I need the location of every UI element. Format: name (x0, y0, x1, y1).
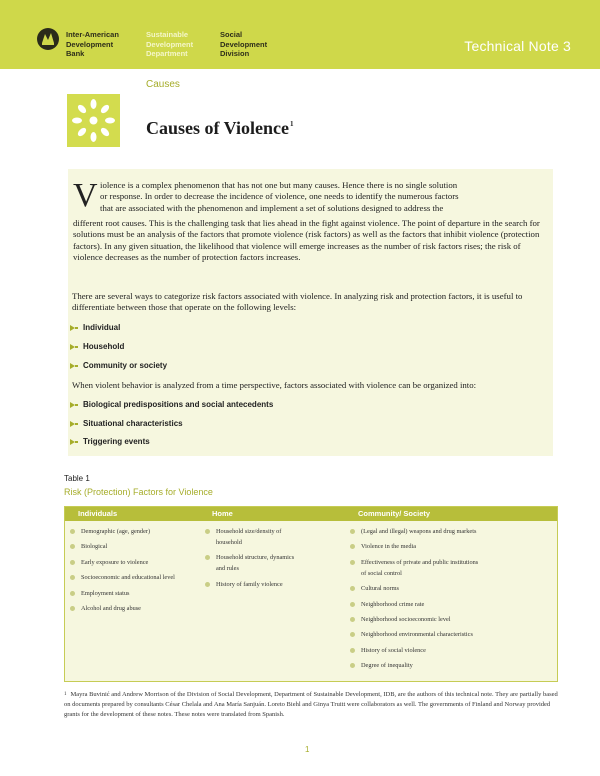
list-item: Alcohol and drug abuse (70, 603, 175, 614)
list-item: Degree of inequality (350, 660, 478, 671)
arrow-bullet-icon (70, 344, 76, 350)
list-item: Violence in the media (350, 541, 478, 552)
list-item: Neighborhood crime rate (350, 599, 478, 610)
time-factor-item: Biological predispositions and social antecedents (70, 400, 273, 409)
list-item: Household structure, dynamics and rules (205, 552, 294, 574)
time-paragraph: When violent behavior is analyzed from a time perspective, factors associated with violence can be organized into: (72, 380, 477, 390)
column-header-community: Community/ Society (358, 509, 431, 518)
home-column (205, 526, 294, 594)
time-factor-item: Situational characteristics (70, 419, 183, 428)
arrow-bullet-icon (70, 325, 76, 331)
department-name: Sustainable Development Department (146, 30, 194, 58)
risk-factors-table (64, 506, 558, 682)
wreath-emblem-icon (67, 94, 120, 147)
levels-paragraph: There are several ways to categorize risk factors associated with violence. In analyzing risk and protection factors, it is useful to differentiate between those that operate on the following levels: (72, 291, 523, 313)
page-title: Causes of Violence$^1$ (146, 118, 294, 138)
arrow-bullet-icon (70, 421, 76, 427)
intro-lines: iolence is a complex phenomenon that has not one but many causes. Hence there is no single solution or response. In order to decrease the incidence of violence, one needs to identify the numerous factors that are associated with the phenomenon and implement a set of solutions designed to address the (100, 180, 459, 213)
list-item: Biological (70, 541, 175, 552)
intro-paragraph: different root causes. This is the challenging task that lies ahead in the fight against violence. The point of departure in the search for solutions must be an analysis of the factors that promote violence (risk factors) as well as the factors that inhibit violence (protection factors). In any given situation, the likelihood that violence will emerge increases as the number of risk factors rises; the risk of violence decreases as the number of protection factors increases. (73, 218, 540, 263)
individuals-column (70, 526, 175, 618)
time-factor-item: Triggering events (70, 437, 150, 446)
level-item: Household (70, 342, 124, 351)
level-item: Individual (70, 323, 120, 332)
bank-name: Inter-American Development Bank (66, 30, 119, 58)
arrow-bullet-icon (70, 363, 76, 369)
drop-cap: V (73, 177, 98, 214)
arrow-bullet-icon (70, 402, 76, 408)
title-footnote-ref: 1 (290, 120, 294, 128)
community-column (350, 526, 478, 676)
arrow-bullet-icon (70, 439, 76, 445)
list-item: Household size/density of household (205, 526, 294, 548)
column-header-home: Home (212, 509, 233, 518)
footnote-ref: 1 (64, 692, 67, 697)
header-band (0, 0, 600, 69)
list-item: Demographic (age, gender) (70, 526, 175, 537)
division-name: Social Development Division (220, 30, 268, 58)
idb-logo-icon (37, 28, 59, 50)
list-item: Neighborhood socioeconomic level (350, 614, 478, 625)
table-header-row (65, 507, 557, 521)
level-item: Community or society (70, 361, 167, 370)
section-label: Causes (146, 79, 180, 90)
list-item: Socioeconomic and educational level (70, 572, 175, 583)
column-header-individuals: Individuals (78, 509, 118, 518)
list-item: Cultural norms (350, 583, 478, 594)
list-item: Early exposure to violence (70, 557, 175, 568)
table-title: Risk (Protection) Factors for Violence (64, 487, 213, 497)
list-item: Neighborhood environmental characteristics (350, 629, 478, 640)
list-item: Employment status (70, 588, 175, 599)
technical-note-label: Technical Note 3 (464, 38, 571, 54)
list-item: History of social violence (350, 645, 478, 656)
list-item: History of family violence (205, 579, 294, 590)
footnote: $^1$ Mayra Buvinić and Andrew Morrison of the Division of Social Development, Department of Sustainable Development, IDB, are the authors of this technical note. They are partially based on documents prepared by consultants César Chelala and Ana María Sanjuán. Loreto Biehl and Ginya Truitt were collaborators as well. The governments of Finland and Norway provided grants for the development of these notes. These notes were translated from Spanish. (64, 691, 558, 718)
list-item: (Legal and illegal) weapons and drug markets (350, 526, 478, 537)
table-label: Table 1 (64, 474, 90, 483)
list-item: Effectiveness of private and public institutions of social control (350, 557, 478, 579)
page-number: 1 (305, 745, 310, 754)
